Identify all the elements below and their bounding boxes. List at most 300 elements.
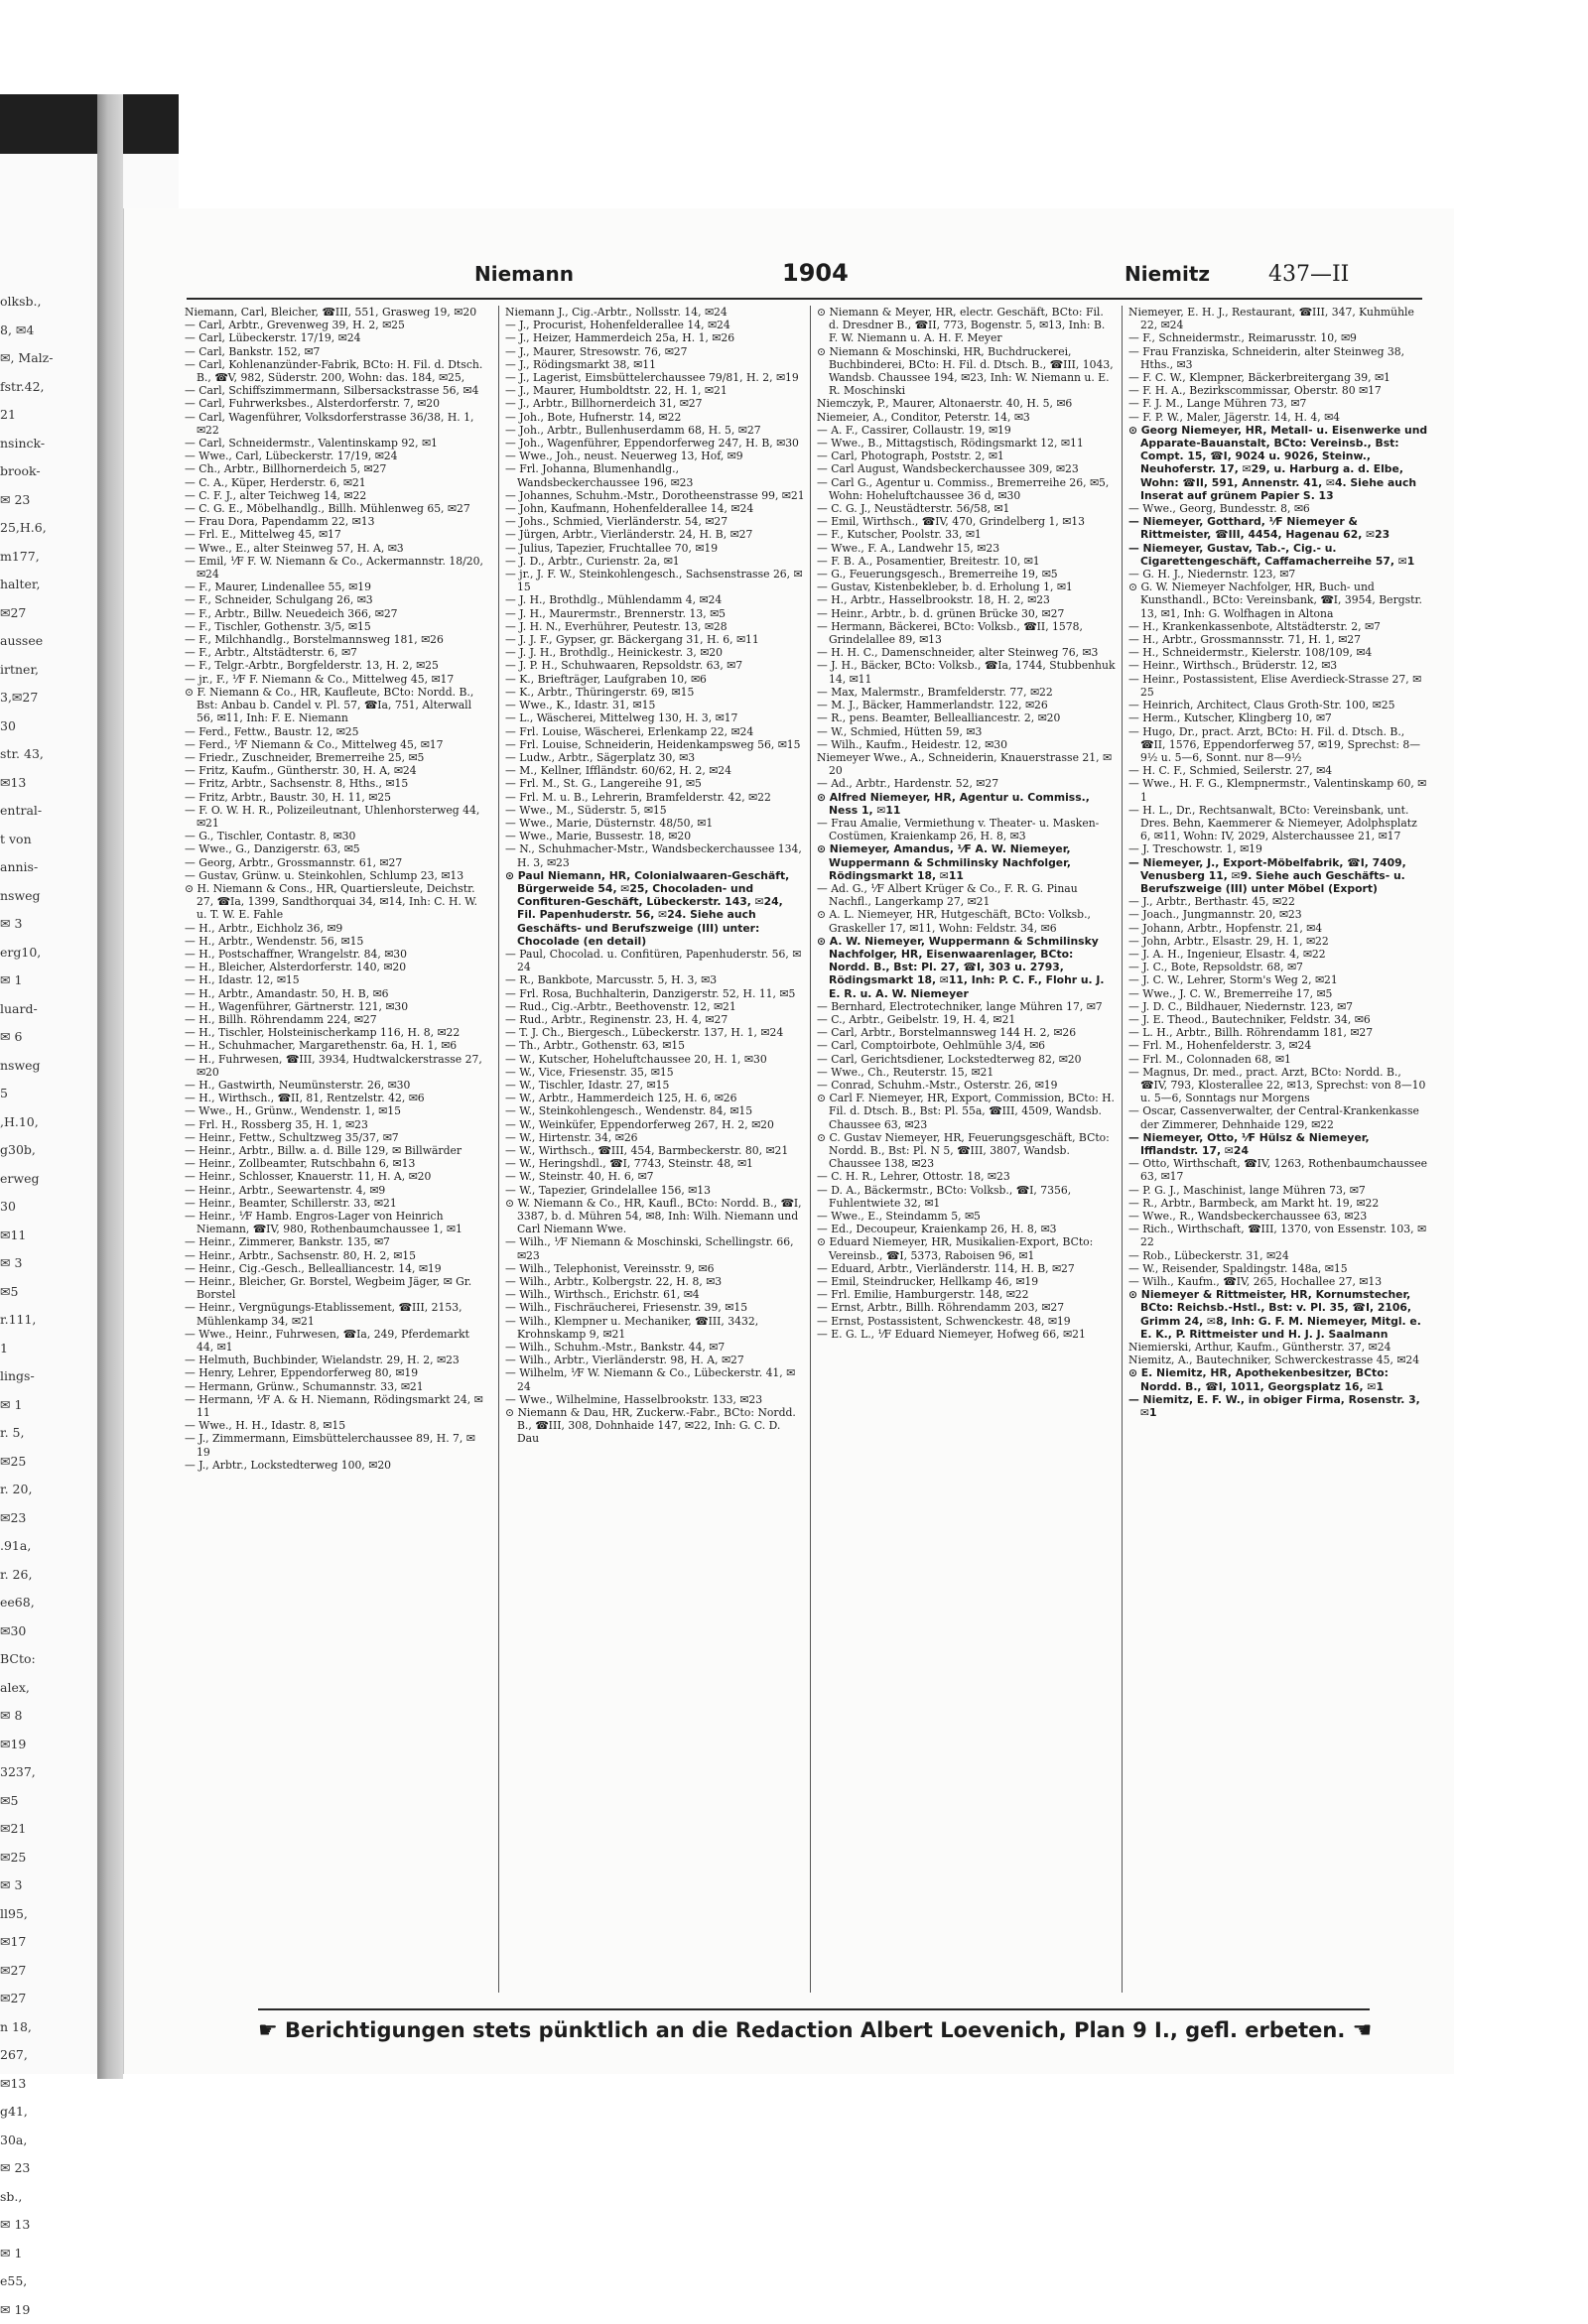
- left-fragment: g30b,: [0, 1136, 48, 1165]
- left-fragment: 3,✉27: [0, 684, 48, 712]
- directory-entry: — Heinr., Fettw., Schultzweg 35/37, ✉7: [185, 1131, 484, 1144]
- directory-entry: — J., Arbtr., Billhornerdeich 31, ✉27: [505, 397, 805, 410]
- directory-entry: ⊙ Niemeyer, Amandus, ⅟F A. W. Niemeyer, Wuppermann & Schmilinsky Nachfolger, Rödingsmarkt 18, ✉11: [817, 842, 1117, 882]
- directory-entry: ⊙ Niemann & Moschinski, HR, Buchdruckerei, Buchbinderei, BCto: H. Fil. d. Dtsch. B., ☎III, 1043, Wandsb. Chaussee 194, ✉23, Inh: W. Niemann u. E. R. Moschinski: [817, 345, 1117, 398]
- directory-entry: Niemeier, A., Conditor, Peterstr. 14, ✉3: [817, 411, 1117, 424]
- directory-entry: — Rud., Arbtr., Reginenstr. 23, H. 4, ✉27: [505, 1013, 805, 1026]
- directory-entry: — F., Maurer, Lindenallee 55, ✉19: [185, 581, 484, 593]
- directory-entry: — Heinr., ⅟F Hamb. Engros-Lager von Heinrich Niemann, ☎IV, 980, Rothenbaumchaussee 1, ✉1: [185, 1210, 484, 1235]
- left-fragment: irtner,: [0, 656, 48, 685]
- directory-entry: — J. J. H., Brothdlg., Heinickestr. 3, ✉20: [505, 646, 805, 659]
- directory-entry: — Heinrich, Architect, Claus Groth-Str. 100, ✉25: [1128, 699, 1428, 711]
- left-fragment: str. 43,: [0, 740, 48, 769]
- directory-entry: — W., Hirtenstr. 34, ✉26: [505, 1131, 805, 1144]
- directory-entry: — F., Milchhandlg., Borstelmannsweg 181, ✉26: [185, 633, 484, 646]
- directory-entry: — Carl, Wagenführer, Volksdorferstrasse 36/38, H. 1, ✉22: [185, 411, 484, 437]
- directory-entry: — Wilh., Telephonist, Vereinsstr. 9, ✉6: [505, 1262, 805, 1275]
- directory-entry: — Johannes, Schuhm.-Mstr., Dorotheenstrasse 99, ✉21: [505, 489, 805, 502]
- directory-entry: — W., Heringshdl., ☎I, 7743, Steinstr. 48, ✉1: [505, 1157, 805, 1170]
- directory-entry: — Wwe., E., alter Steinweg 57, H. A, ✉3: [185, 542, 484, 555]
- directory-entry: ⊙ Niemeyer & Rittmeister, HR, Kornumstecher, BCto: Reichsb.-Hstl., Bst: v. Pl. 35, ☎I, 2106, Grimm 24, ✉8, Inh: G. F. M. Niemeyer, Mitgl. e. E. K., P. Rittmeister und H. J. J. Saalmann: [1128, 1288, 1428, 1341]
- directory-entry: — Otto, Wirthschaft, ☎IV, 1263, Rothenbaumchaussee 63, ✉17: [1128, 1157, 1428, 1183]
- directory-entry: — Magnus, Dr. med., pract. Arzt, BCto: Nordd. B., ☎IV, 793, Klosterallee 22, ✉13, Sprechst: von 8—10 u. 5—6, Sonntags nur Morgens: [1128, 1066, 1428, 1105]
- directory-entry: — C. G. J., Neustädterstr. 56/58, ✉1: [817, 502, 1117, 515]
- directory-entry: — H., Postschaffner, Wrangelstr. 84, ✉30: [185, 948, 484, 961]
- page-footer: [258, 2008, 1370, 2050]
- directory-entry: — Wilh., Kaufm., Heidestr. 12, ✉30: [817, 738, 1117, 751]
- left-fragment: nsinck-: [0, 430, 48, 458]
- directory-entry: — Joh., Bote, Hufnerstr. 14, ✉22: [505, 411, 805, 424]
- directory-entry: — Fritz, Arbtr., Baustr. 30, H. 11, ✉25: [185, 791, 484, 804]
- left-fragment: erg10,: [0, 939, 48, 968]
- left-fragment: ✉ 3: [0, 1249, 48, 1278]
- left-fragment: BCto:: [0, 1645, 48, 1674]
- directory-entry: — H., Fuhrwesen, ☎III, 3934, Hudtwalckerstrasse 27, ✉20: [185, 1053, 484, 1079]
- scan-shadow: [0, 94, 179, 154]
- directory-entry: — Niemitz, E. F. W., in obiger Firma, Rosenstr. 3, ✉1: [1128, 1393, 1428, 1419]
- directory-entry: — P. G. J., Maschinist, lange Mühren 73, ✉7: [1128, 1184, 1428, 1197]
- left-fragment: annis-: [0, 853, 48, 882]
- directory-entry: — K., Briefträger, Laufgraben 10, ✉6: [505, 673, 805, 686]
- directory-entry: — W., Vice, Friesenstr. 35, ✉15: [505, 1066, 805, 1079]
- directory-entry: — F. J. M., Lange Mühren 73, ✉7: [1128, 397, 1428, 410]
- directory-entry: — W., Weinküfer, Eppendorferweg 267, H. 2, ✉20: [505, 1118, 805, 1131]
- directory-entry: — J., Heizer, Hammerdeich 25a, H. 1, ✉26: [505, 331, 805, 344]
- directory-entry: — Wilh., ⅟F Niemann & Moschinski, Schellingstr. 66, ✉23: [505, 1235, 805, 1261]
- directory-entry: — Wwe., H. F. G., Klempnermstr., Valentinskamp 60, ✉1: [1128, 777, 1428, 803]
- directory-entry: — Ad., Arbtr., Hardenstr. 52, ✉27: [817, 777, 1117, 790]
- left-fragment: ✉, Malz-: [0, 344, 48, 373]
- directory-entry: — A. F., Cassirer, Collaustr. 19, ✉19: [817, 424, 1117, 437]
- left-fragment: 30a,: [0, 2127, 48, 2155]
- directory-entry: — Heinr., Cig.-Gesch., Bellealliancestr. 14, ✉19: [185, 1262, 484, 1275]
- directory-entry: — Emil, Wirthsch., ☎IV, 470, Grindelberg 1, ✉13: [817, 515, 1117, 528]
- directory-entry: — Wwe., G., Danzigerstr. 63, ✉5: [185, 842, 484, 855]
- directory-entry: — Frau Amalie, Vermiethung v. Theater- u. Masken-Costümen, Kraienkamp 26, H. 8, ✉3: [817, 817, 1117, 842]
- left-fragment: ✉ 1: [0, 1391, 48, 1420]
- header-year: 1904: [782, 259, 849, 287]
- column-4: [1122, 306, 1428, 1993]
- directory-entry: — Joh., Wagenführer, Eppendorferweg 247, H. B, ✉30: [505, 437, 805, 450]
- directory-entry: — Ernst, Arbtr., Billh. Röhrendamm 203, ✉27: [817, 1301, 1117, 1314]
- directory-entry: Niemitz, A., Bautechniker, Schwerckestrasse 45, ✉24: [1128, 1354, 1428, 1366]
- left-fragment: g41,: [0, 2098, 48, 2127]
- directory-entry: — Niemeyer, Otto, ⅟F Hülsz & Niemeyer, Ifflandstr. 17, ✉24: [1128, 1131, 1428, 1157]
- left-fragment: r. 26,: [0, 1561, 48, 1590]
- directory-entry: Niemann, Carl, Bleicher, ☎III, 551, Grasweg 19, ✉20: [185, 306, 484, 319]
- directory-entry: — jr., J. F. W., Steinkohlengesch., Sachsenstrasse 26, ✉15: [505, 568, 805, 593]
- directory-entry: — Fritz, Kaufm., Güntherstr. 30, H. A, ✉24: [185, 764, 484, 777]
- left-fragment: ✉19: [0, 1731, 48, 1759]
- directory-entry: — Wilh., Fischräucherei, Friesenstr. 39, ✉15: [505, 1301, 805, 1314]
- directory-entry: — W., Tischler, Idastr. 27, ✉15: [505, 1079, 805, 1092]
- left-fragment: 30: [0, 712, 48, 741]
- directory-entry: — M., Kellner, Iffländstr. 60/62, H. 2, ✉24: [505, 764, 805, 777]
- left-fragment: halter,: [0, 571, 48, 599]
- left-fragment: ✉ 23: [0, 486, 48, 515]
- directory-entry: — J. J. F., Gypser, gr. Bäckergang 31, H. 6, ✉11: [505, 633, 805, 646]
- directory-entry: — W., Tapezier, Grindelallee 156, ✉13: [505, 1184, 805, 1197]
- left-fragment: ✉11: [0, 1222, 48, 1250]
- left-fragment: sb.,: [0, 2183, 48, 2212]
- directory-entry: — K., Arbtr., Thüringerstr. 69, ✉15: [505, 686, 805, 699]
- left-fragment: ✉30: [0, 1617, 48, 1646]
- directory-entry: — Heinr., Zimmerer, Bankstr. 135, ✉7: [185, 1235, 484, 1248]
- directory-entry: — Wwe., Marie, Düsternstr. 48/50, ✉1: [505, 817, 805, 830]
- directory-entry: — Helmuth, Buchbinder, Wielandstr. 29, H. 2, ✉23: [185, 1354, 484, 1366]
- directory-entry: — H., Arbtr., Eichholz 36, ✉9: [185, 922, 484, 935]
- directory-entry: — F. C. W., Klempner, Bäckerbreitergang 39, ✉1: [1128, 371, 1428, 384]
- directory-entry: — H., Bleicher, Alsterdorferstr. 140, ✉20: [185, 961, 484, 973]
- left-fragment: ✉ 1: [0, 2240, 48, 2268]
- directory-entry: — J. Treschowstr. 1, ✉19: [1128, 842, 1428, 855]
- left-fragment: ✉ 3: [0, 910, 48, 939]
- directory-entry: — J., Zimmermann, Eimsbüttelerchaussee 89, H. 7, ✉19: [185, 1432, 484, 1458]
- footer-note: Berichtigungen stets pünktlich an die Redaction Albert Loevenich, Plan 9 I., gefl. erbeten.: [285, 2018, 1345, 2042]
- directory-entry: — Wilh., Arbtr., Vierländerstr. 98, H. A, ✉27: [505, 1354, 805, 1366]
- directory-entry: ⊙ C. Gustav Niemeyer, HR, Feuerungsgeschäft, BCto: Nordd. B., Bst: Pl. N 5, ☎III, 3807, Wandsb. Chaussee 138, ✉23: [817, 1131, 1117, 1171]
- directory-entry: — Friedr., Zuschneider, Bremerreihe 25, ✉5: [185, 751, 484, 764]
- left-fragment: r.111,: [0, 1306, 48, 1335]
- column-3: [810, 306, 1117, 1993]
- directory-entry: — Heinr., Zollbeamter, Rutschbahn 6, ✉13: [185, 1157, 484, 1170]
- left-fragment: ✉ 19: [0, 2296, 48, 2324]
- pointing-hand-icon: ☛: [258, 2011, 278, 2051]
- directory-entry: — Rud., Cig.-Arbtr., Beethovenstr. 12, ✉21: [505, 1000, 805, 1013]
- directory-entry: — Wwe., H., Grünw., Wendenstr. 1, ✉15: [185, 1104, 484, 1117]
- directory-entry: — Th., Arbtr., Gothenstr. 63, ✉15: [505, 1039, 805, 1052]
- directory-entry: — Frl. E., Mittelweg 45, ✉17: [185, 528, 484, 541]
- directory-entry: Niemeyer Wwe., A., Schneiderin, Knauerstrasse 21, ✉20: [817, 751, 1117, 777]
- directory-entry: — Wilh., Wirthsch., Erichstr. 61, ✉4: [505, 1288, 805, 1301]
- column-2: [498, 306, 805, 1993]
- directory-entry: — J. H., Brothdlg., Mühlendamm 4, ✉24: [505, 593, 805, 606]
- directory-entry: — Wwe., B., Mittagstisch, Rödingsmarkt 12, ✉11: [817, 437, 1117, 450]
- directory-entry: — Carl, Gerichtsdiener, Lockstedterweg 82, ✉20: [817, 1053, 1117, 1066]
- directory-entry: — John, Arbtr., Elsastr. 29, H. 1, ✉22: [1128, 935, 1428, 948]
- directory-entry: — jr., F., ⅟F F. Niemann & Co., Mittelweg 45, ✉17: [185, 673, 484, 686]
- left-fragment: ✉13: [0, 2070, 48, 2099]
- directory-entry: — W., Reisender, Spaldingstr. 148a, ✉15: [1128, 1262, 1428, 1275]
- left-fragment: t von: [0, 826, 48, 854]
- directory-entry: — N., Schuhmacher-Mstr., Wandsbeckerchaussee 134, H. 3, ✉23: [505, 842, 805, 868]
- directory-entry: — Ludw., Arbtr., Sägerplatz 30, ✉3: [505, 751, 805, 764]
- directory-entry: ⊙ Paul Niemann, HR, Colonialwaaren-Geschäft, Bürgerweide 54, ✉25, Chocoladen- und Confituren-Geschäft, Lübeckerstr. 143, ✉24, Fil. Papenhuderstr. 56, ✉24. Siehe auch Geschäfts- und Berufszweige (III) unter: Chocolade (en detail): [505, 869, 805, 948]
- directory-entry: — J., Rödingsmarkt 38, ✉11: [505, 358, 805, 371]
- left-fragment: 3237,: [0, 1758, 48, 1787]
- directory-entry: — Eduard, Arbtr., Vierländerstr. 114, H. B, ✉27: [817, 1262, 1117, 1275]
- directory-entry: — J., Arbtr., Lockstedterweg 100, ✉20: [185, 1459, 484, 1472]
- left-fragment: ✉25: [0, 1448, 48, 1477]
- directory-entry: — H., Schneidermstr., Kielerstr. 108/109, ✉4: [1128, 646, 1428, 659]
- directory-entry: — F. B. A., Posamentier, Breitestr. 10, ✉1: [817, 555, 1117, 568]
- directory-entry: — D. A., Bäckermstr., BCto: Volksb., ☎I, 7356, Fuhlentwiete 32, ✉1: [817, 1184, 1117, 1210]
- directory-entry: — Joh., Arbtr., Bullenhuserdamm 68, H. 5, ✉27: [505, 424, 805, 437]
- directory-entry: — J. D., Arbtr., Curienstr. 2a, ✉1: [505, 555, 805, 568]
- directory-entry: — Frl. Louise, Schneiderin, Heidenkampsweg 56, ✉15: [505, 738, 805, 751]
- directory-entry: — J. E. Theod., Bautechniker, Feldstr. 34, ✉6: [1128, 1013, 1428, 1026]
- directory-entry: — J. H. N., Everhührer, Peutestr. 13, ✉28: [505, 620, 805, 633]
- directory-entry: ⊙ G. W. Niemeyer Nachfolger, HR, Buch- und Kunsthandl., BCto: Vereinsbank, ☎I, 3954, Bergstr. 13, ✉1, Inh: G. Wolfhagen in Altona: [1128, 581, 1428, 620]
- directory-entry: — Frau Franziska, Schneiderin, alter Steinweg 38, Hths., ✉3: [1128, 345, 1428, 371]
- directory-entry: — F., Arbtr., Billw. Neuedeich 366, ✉27: [185, 607, 484, 620]
- directory-entry: — F., Telgr.-Arbtr., Borgfelderstr. 13, H. 2, ✉25: [185, 659, 484, 672]
- left-fragment: erweg: [0, 1165, 48, 1194]
- directory-entry: — Frl. Rosa, Buchhalterin, Danzigerstr. 52, H. 11, ✉5: [505, 987, 805, 1000]
- directory-entry: — J., Maurer, Stresowstr. 76, ✉27: [505, 345, 805, 358]
- directory-entry: — Ernst, Postassistent, Schwenckestr. 48, ✉19: [817, 1315, 1117, 1328]
- directory-entry: — J., Maurer, Humboldtstr. 22, H. 1, ✉21: [505, 384, 805, 397]
- left-fragment: ✉21: [0, 1815, 48, 1844]
- directory-entry: — W., Kutscher, Hoheluftchaussee 20, H. 1, ✉30: [505, 1053, 805, 1066]
- directory-entry: — Carl, Fuhrwerksbes., Alsterdorferstr. 7, ✉20: [185, 397, 484, 410]
- directory-entry: — Wwe., R., Wandsbeckerchaussee 63, ✉23: [1128, 1210, 1428, 1223]
- left-fragment: ✉17: [0, 1928, 48, 1957]
- left-fragment: ✉27: [0, 1985, 48, 2013]
- directory-entry: — Niemeyer, Gustav, Tab.-, Cig.- u. Cigarettengeschäft, Caffamacherreihe 57, ✉1: [1128, 542, 1428, 568]
- directory-entry: — H., Wirthsch., ☎II, 81, Rentzelstr. 42, ✉6: [185, 1092, 484, 1104]
- directory-entry: — Heinr., Wirthsch., Brüderstr. 12, ✉3: [1128, 659, 1428, 672]
- directory-entry: — Wwe., Marie, Bussestr. 18, ✉20: [505, 830, 805, 842]
- directory-entry: — F., Tischler, Gothenstr. 3/5, ✉15: [185, 620, 484, 633]
- directory-entry: — H., Schuhmacher, Margarethenstr. 6a, H. 1, ✉6: [185, 1039, 484, 1052]
- directory-entry: — Wwe., E., Steindamm 5, ✉5: [817, 1210, 1117, 1223]
- left-fragment: fstr.42,: [0, 373, 48, 402]
- directory-entry: — Carl, Bankstr. 152, ✉7: [185, 345, 484, 358]
- directory-entry: — Wilh., Kaufm., ☎IV, 265, Hochallee 27, ✉13: [1128, 1275, 1428, 1288]
- left-fragment: ,H.10,: [0, 1108, 48, 1137]
- directory-entry: — Carl, Arbtr., Borstelmannsweg 144 H. 2, ✉26: [817, 1026, 1117, 1039]
- directory-entry: — W., Schmied, Hütten 59, ✉3: [817, 725, 1117, 738]
- directory-entry: — J. C., Bote, Repsoldstr. 68, ✉7: [1128, 961, 1428, 973]
- directory-entry: — Wilh., Arbtr., Kolbergstr. 22, H. 8, ✉3: [505, 1275, 805, 1288]
- directory-entry: ⊙ Alfred Niemeyer, HR, Agentur u. Commiss., Ness 1, ✉11: [817, 791, 1117, 817]
- directory-entry: — Carl, Schiffszimmermann, Silbersackstrasse 56, ✉4: [185, 384, 484, 397]
- directory-entry: — J., Procurist, Hohenfelderallee 14, ✉24: [505, 319, 805, 331]
- directory-entry: — Wwe., J. C. W., Bremerreihe 17, ✉5: [1128, 987, 1428, 1000]
- left-fragment: 30: [0, 1193, 48, 1222]
- directory-entry: — J., Lagerist, Eimsbüttelerchaussee 79/81, H. 2, ✉19: [505, 371, 805, 384]
- directory-entry: — F. P. W., Maler, Jägerstr. 14, H. 4, ✉4: [1128, 411, 1428, 424]
- left-fragment: e55,: [0, 2267, 48, 2296]
- left-fragment: 21: [0, 401, 48, 430]
- directory-entry: — Wwe., H. H., Idastr. 8, ✉15: [185, 1419, 484, 1432]
- left-fragment: alex,: [0, 1674, 48, 1703]
- directory-entry: — Wwe., Georg, Bundesstr. 8, ✉6: [1128, 502, 1428, 515]
- directory-entry: — C., Arbtr., Geibelstr. 19, H. 4, ✉21: [817, 1013, 1117, 1026]
- directory-entry: — Niemeyer, Gotthard, ⅟F Niemeyer & Rittmeister, ☎III, 4454, Hagenau 62, ✉23: [1128, 515, 1428, 541]
- left-fragment: n 18,: [0, 2013, 48, 2042]
- directory-entry: — Max, Malermstr., Bramfelderstr. 77, ✉22: [817, 686, 1117, 699]
- directory-entry: — Conrad, Schuhm.-Mstr., Osterstr. 26, ✉19: [817, 1079, 1117, 1092]
- directory-entry: — L., Wäscherei, Mittelweg 130, H. 3, ✉17: [505, 711, 805, 724]
- directory-entry: — Rob., Lübeckerstr. 31, ✉24: [1128, 1249, 1428, 1262]
- directory-entry: — Hugo, Dr., pract. Arzt, BCto: H. Fil. d. Dtsch. B., ☎II, 1576, Eppendorferweg 57, ✉19, Sprechst: 8—9½ u. 5—6, Sonnt. nur 8—9½: [1128, 725, 1428, 765]
- directory-entry: — Wwe., Wilhelmine, Hasselbrookstr. 133, ✉23: [505, 1393, 805, 1406]
- left-fragment: aussee: [0, 627, 48, 656]
- directory-entry: — Herm., Kutscher, Klingberg 10, ✉7: [1128, 711, 1428, 724]
- left-page-fragments: [0, 288, 48, 2324]
- directory-entry: — H., Tischler, Holsteinischerkamp 116, H. 8, ✉22: [185, 1026, 484, 1039]
- left-fragment: 25,H.6,: [0, 514, 48, 543]
- directory-entry: ⊙ A. L. Niemeyer, HR, Hutgeschäft, BCto: Volksb., Graskeller 17, ✉11, Wohn: Feldstr. 34, ✉6: [817, 908, 1117, 934]
- directory-entry: ⊙ E. Niemitz, HR, Apothekenbesitzer, BCto: Nordd. B., ☎I, 1011, Georgsplatz 16, ✉1: [1128, 1366, 1428, 1392]
- directory-entry: — Ad. G., ⅟F Albert Krüger & Co., F. R. G. Pinau Nachfl., Langerkamp 27, ✉21: [817, 882, 1117, 908]
- pointing-hand-left-icon: ☚: [1353, 2011, 1373, 2051]
- left-fragment: ✉27: [0, 599, 48, 628]
- directory-entry: — R., Arbtr., Barmbeck, am Markt ht. 19, ✉22: [1128, 1197, 1428, 1210]
- directory-entry: — C. F. J., alter Teichweg 14, ✉22: [185, 489, 484, 502]
- directory-entry: — W., Steinstr. 40, H. 6, ✉7: [505, 1170, 805, 1183]
- directory-entry: — W., Wirthsch., ☎III, 454, Barmbeckerstr. 80, ✉21: [505, 1144, 805, 1157]
- left-fragment: 5: [0, 1080, 48, 1108]
- directory-entry: — R., pens. Beamter, Bellealliancestr. 2, ✉20: [817, 711, 1117, 724]
- directory-entry: — J. P. H., Schuhwaaren, Repsoldstr. 63, ✉7: [505, 659, 805, 672]
- directory-entry: Niemeyer, E. H. J., Restaurant, ☎III, 347, Kuhmühle 22, ✉24: [1128, 306, 1428, 331]
- left-fragment: ✉ 6: [0, 1023, 48, 1052]
- directory-entry: — Wwe., Ch., Reuterstr. 15, ✉21: [817, 1066, 1117, 1079]
- directory-entry: — Frl. M., St. G., Langereihe 91, ✉5: [505, 777, 805, 790]
- directory-entry: Niemierski, Arthur, Kaufm., Güntherstr. 37, ✉24: [1128, 1341, 1428, 1354]
- directory-entry: — Carl, Comptoirbote, Oehlmühle 3/4, ✉6: [817, 1039, 1117, 1052]
- directory-entry: — F., Schneider, Schulgang 26, ✉3: [185, 593, 484, 606]
- directory-entry: — Frl. M., Hohenfelderstr. 3, ✉24: [1128, 1039, 1428, 1052]
- directory-entry: — W., Steinkohlengesch., Wendenstr. 84, ✉15: [505, 1104, 805, 1117]
- directory-entry: Niemczyk, P., Maurer, Altonaerstr. 40, H. 5, ✉6: [817, 397, 1117, 410]
- directory-entry: — G. H. J., Niedernstr. 123, ✉7: [1128, 568, 1428, 581]
- directory-entry: — Carl, Lübeckerstr. 17/19, ✉24: [185, 331, 484, 344]
- directory-entry: — Gustav, Grünw. u. Steinkohlen, Schlump 23, ✉13: [185, 869, 484, 882]
- directory-entry: — Hermann, Bäckerei, BCto: Volksb., ☎II, 1578, Grindelallee 89, ✉13: [817, 620, 1117, 646]
- directory-entry: — Carl August, Wandsbeckerchaussee 309, ✉23: [817, 462, 1117, 475]
- directory-entry: — Frl. Emilie, Hamburgerstr. 148, ✉22: [817, 1288, 1117, 1301]
- directory-entry: — H., Idastr. 12, ✉15: [185, 973, 484, 986]
- directory-entry: — Heinr., Bleicher, Gr. Borstel, Wegbeim Jäger, ✉ Gr. Borstel: [185, 1275, 484, 1301]
- directory-entry: — F., Arbtr., Altstädterstr. 6, ✉7: [185, 646, 484, 659]
- directory-entry: — John, Kaufmann, Hohenfelderallee 14, ✉24: [505, 502, 805, 515]
- left-fragment: ✉5: [0, 1787, 48, 1816]
- directory-entry: — Wilhelm, ⅟F W. Niemann & Co., Lübeckerstr. 41, ✉24: [505, 1366, 805, 1392]
- left-fragment: ✉13: [0, 769, 48, 798]
- left-fragment: m177,: [0, 543, 48, 572]
- directory-entry: — Emil, ⅟F F. W. Niemann & Co., Ackermannstr. 18/20, ✉24: [185, 555, 484, 581]
- directory-entry: — Georg, Arbtr., Grossmannstr. 61, ✉27: [185, 856, 484, 869]
- left-fragment: nsweg: [0, 1052, 48, 1081]
- directory-entry: ⊙ A. W. Niemeyer, Wuppermann & Schmilinsky Nachfolger, HR, Eisenwaarenlager, BCto: Nordd. B., Bst: Pl. 27, ☎I, 303 u. 2793, Rödingsmarkt 18, ✉11, Inh: P. C. F., Flohr u. J. E. R. u. A. W. Niemeyer: [817, 935, 1117, 1000]
- header-right-word: Niemitz: [1125, 262, 1210, 286]
- directory-entry: — Frl. H., Rossberg 35, H. 1, ✉23: [185, 1118, 484, 1131]
- directory-entry: — M. J., Bäcker, Hammerlandstr. 122, ✉26: [817, 699, 1117, 711]
- directory-entry: ⊙ Eduard Niemeyer, HR, Musikalien-Export, BCto: Vereinsb., ☎I, 5373, Raboisen 96, ✉1: [817, 1235, 1117, 1261]
- directory-entry: — F., Schneidermstr., Reimarusstr. 10, ✉9: [1128, 331, 1428, 344]
- directory-entry: — Heinr., Arbtr., Billw. a. d. Bille 129, ✉ Billwärder: [185, 1144, 484, 1157]
- directory-entry: — H., Wagenführer, Gärtnerstr. 121, ✉30: [185, 1000, 484, 1013]
- directory-entry: — Carl, Arbtr., Grevenweg 39, H. 2, ✉25: [185, 319, 484, 331]
- page-number: 437—II: [1268, 262, 1349, 287]
- left-fragment: ✉25: [0, 1844, 48, 1872]
- directory-entry: — Heinr., Postassistent, Elise Averdieck-Strasse 27, ✉25: [1128, 673, 1428, 699]
- directory-entry: — Wwe., Heinr., Fuhrwesen, ☎Ia, 249, Pferdemarkt 44, ✉1: [185, 1328, 484, 1354]
- directory-entry: — H., Arbtr., Grossmannsstr. 71, H. 1, ✉27: [1128, 633, 1428, 646]
- directory-entry: — Heinr., Arbtr., Seewartenstr. 4, ✉9: [185, 1184, 484, 1197]
- left-fragment: 267,: [0, 2041, 48, 2070]
- left-fragment: 1: [0, 1335, 48, 1363]
- directory-entry: — Carl G., Agentur u. Commiss., Bremerreihe 26, ✉5, Wohn: Hoheluftchaussee 36 d, ✉30: [817, 476, 1117, 502]
- directory-entry: — J. H., Bäcker, BCto: Volksb., ☎Ia, 1744, Stubbenhuk 14, ✉11: [817, 659, 1117, 685]
- directory-entry: — H. H. C., Damenschneider, alter Steinweg 76, ✉3: [817, 646, 1117, 659]
- directory-entry: — Gustav, Kistenbekleber, b. d. Erholung 1, ✉1: [817, 581, 1117, 593]
- directory-entry: — C. G. E., Möbelhandlg., Billh. Mühlenweg 65, ✉27: [185, 502, 484, 515]
- left-fragment: ✉ 23: [0, 2154, 48, 2183]
- directory-entry: — H., Arbtr., Hasselbrookstr. 18, H. 2, ✉23: [817, 593, 1117, 606]
- directory-entry: ⊙ Carl F. Niemeyer, HR, Export, Commission, BCto: H. Fil. d. Dtsch. B., Bst: Pl. 55a, ☎III, 4509, Wandsb. Chaussee 63, ✉23: [817, 1092, 1117, 1131]
- directory-entry: — H., Arbtr., Wendenstr. 56, ✉15: [185, 935, 484, 948]
- directory-entry: — H., Krankenkassenbote, Altstädterstr. 2, ✉7: [1128, 620, 1428, 633]
- directory-entry: ⊙ Niemann & Dau, HR, Zuckerw.-Fabr., BCto: Nordd. B., ☎III, 308, Dohnhaide 147, ✉22, Inh: G. C. D. Dau: [505, 1406, 805, 1446]
- directory-entry: — Jürgen, Arbtr., Vierländerstr. 24, H. B, ✉27: [505, 528, 805, 541]
- left-fragment: ll95,: [0, 1900, 48, 1929]
- directory-entry: — Frl. Johanna, Blumenhandlg., Wandsbeckerchaussee 196, ✉23: [505, 462, 805, 488]
- directory-entry: — Frau Dora, Papendamm 22, ✉13: [185, 515, 484, 528]
- directory-entry: Niemann J., Cig.-Arbtr., Nollsstr. 14, ✉24: [505, 306, 805, 319]
- directory-entry: — Hermann, Grünw., Schumannstr. 33, ✉21: [185, 1380, 484, 1393]
- directory-entry: — Bernhard, Electrotechniker, lange Mühren 17, ✉7: [817, 1000, 1117, 1013]
- directory-entry: — Ferd., Fettw., Baustr. 12, ✉25: [185, 725, 484, 738]
- left-fragment: nsweg: [0, 882, 48, 911]
- directory-entry: — F., Kutscher, Poolstr. 33, ✉1: [817, 528, 1117, 541]
- left-fragment: 8, ✉4: [0, 317, 48, 345]
- left-fragment: olksb.,: [0, 288, 48, 317]
- page-header: [187, 256, 1422, 300]
- directory-entry: — Emil, Steindrucker, Hellkamp 46, ✉19: [817, 1275, 1117, 1288]
- directory-entry: — Wilh., Schuhm.-Mstr., Bankstr. 44, ✉7: [505, 1341, 805, 1354]
- directory-entry: ⊙ F. Niemann & Co., HR, Kaufleute, BCto: Nordd. B., Bst: Anbau b. Candel v. Pl. 57, ☎Ia, 751, Alterwall 56, ✉11, Inh: F. E. Niemann: [185, 686, 484, 725]
- directory-entry: — C. A., Küper, Herderstr. 6, ✉21: [185, 476, 484, 489]
- directory-entry: — Heinr., Vergnügungs-Etablissement, ☎III, 2153, Mühlenkamp 34, ✉21: [185, 1301, 484, 1327]
- left-fragment: r. 5,: [0, 1419, 48, 1448]
- left-fragment: ✉ 8: [0, 1702, 48, 1731]
- directory-entry: — W., Arbtr., Hammerdeich 125, H. 6, ✉26: [505, 1092, 805, 1104]
- directory-entry: — H., Billh. Röhrendamm 224, ✉27: [185, 1013, 484, 1026]
- directory-entry: — Ferd., ⅟F Niemann & Co., Mittelweg 45, ✉17: [185, 738, 484, 751]
- directory-entry: — F. H. A., Bezirkscommissar, Oberstr. 80 ✉17: [1128, 384, 1428, 397]
- directory-entry: — Ch., Arbtr., Billhornerdeich 5, ✉27: [185, 462, 484, 475]
- directory-entry: — Wwe., M., Süderstr. 5, ✉15: [505, 804, 805, 817]
- directory-entry: — Heinr., Arbtr., b. d. grünen Brücke 30, ✉27: [817, 607, 1117, 620]
- book-spine: [97, 94, 123, 2079]
- directory-entry: — Johs., Schmied, Vierländerstr. 54, ✉27: [505, 515, 805, 528]
- directory-entry: — R., Bankbote, Marcusstr. 5, H. 3, ✉3: [505, 973, 805, 986]
- left-fragment: ✉5: [0, 1278, 48, 1307]
- directory-entry: — Johann, Arbtr., Hopfenstr. 21, ✉4: [1128, 922, 1428, 935]
- directory-entry: — J. H., Maurermstr., Brennerstr. 13, ✉5: [505, 607, 805, 620]
- directory-entry: — Oscar, Cassenverwalter, der Central-Krankenkasse der Zimmerer, Dehnhaide 129, ✉22: [1128, 1104, 1428, 1130]
- directory-entry: — G., Feuerungsgesch., Bremerreihe 19, ✉5: [817, 568, 1117, 581]
- left-fragment: r. 20,: [0, 1476, 48, 1504]
- directory-entry: — Hermann, ⅟F A. & H. Niemann, Rödingsmarkt 24, ✉11: [185, 1393, 484, 1419]
- directory-columns: [185, 306, 1425, 1993]
- directory-entry: — Carl, Kohlenanzünder-Fabrik, BCto: H. Fil. d. Dtsch. B., ☎V, 982, Süderstr. 200, Wohn: das. 184, ✉25,: [185, 358, 484, 384]
- directory-entry: — J. D. C., Bildhauer, Niedernstr. 123, ✉7: [1128, 1000, 1428, 1013]
- left-fragment: luard-: [0, 995, 48, 1024]
- directory-entry: — Frl. Louise, Wäscherei, Erlenkamp 22, ✉24: [505, 725, 805, 738]
- directory-entry: ⊙ Georg Niemeyer, HR, Metall- u. Eisenwerke und Apparate-Bauanstalt, BCto: Vereinsb., Bst: Compt. 15, ☎I, 9024 u. 9026, Steinw., Neuhoferstr. 17, ✉29, u. Harburg a. d. Elbe, Wohn: ☎II, 591, Annenstr. 41, ✉4. Siehe auch Inserat auf grünem Papier S. 13: [1128, 424, 1428, 502]
- left-fragment: ✉ 3: [0, 1872, 48, 1900]
- left-fragment: ✉ 13: [0, 2211, 48, 2240]
- directory-entry: — Wwe., Carl, Lübeckerstr. 17/19, ✉24: [185, 450, 484, 462]
- directory-entry: — Heinr., Schlosser, Knauerstr. 11, H. A, ✉20: [185, 1170, 484, 1183]
- column-1: [185, 306, 484, 1993]
